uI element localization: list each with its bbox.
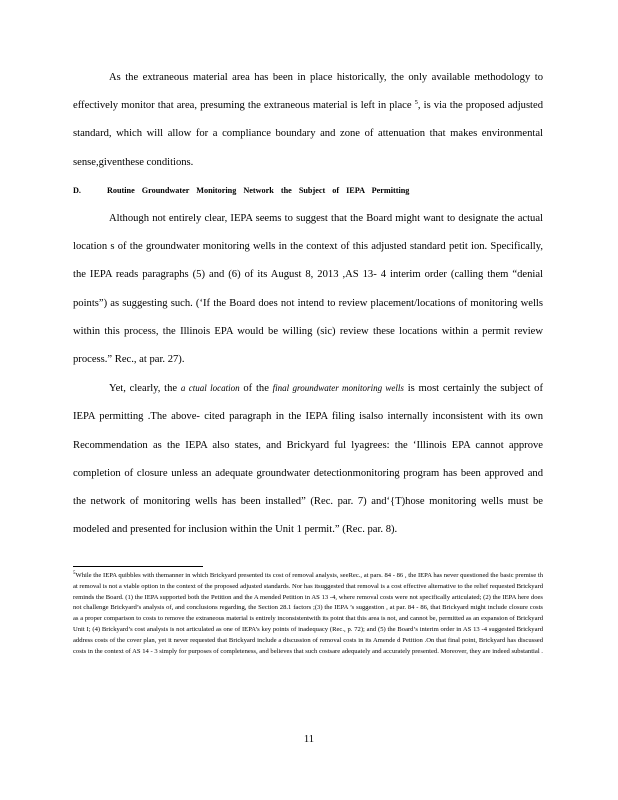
paragraph-3-text-2: of the (243, 383, 269, 395)
paragraph-1 (73, 64, 543, 177)
emphasis-final-wells: final groundwater monitoring wells (272, 383, 404, 394)
section-heading (73, 177, 543, 205)
page-number: 11 (303, 734, 315, 745)
footnote-reference: 5 (414, 99, 418, 107)
paragraph-3-text: Yet, clearly, the (109, 383, 178, 395)
footnote (73, 571, 543, 657)
footnote-divider (73, 566, 203, 567)
paragraph-1-text: As the extraneous material area has been in place historically, the only available methodology to effectively monitor that area, presuming the extraneous material is left in place (73, 72, 543, 112)
section-title: Routine Groundwater Monitoring Network the Subject of IEPA Permitting (106, 185, 410, 195)
body-text (73, 64, 543, 544)
paragraph-1-continuation: , is via the proposed adjusted standard, which will allow for a compliance boundary and zone of attenuation that makes environmental sense,giventhese conditions. (73, 100, 544, 168)
paragraph-3-text-3: is most certainly the subject of IEPA permitting .The above- cited paragraph in the IEPA filing isalso internally inconsistent with its own Recommendation as the IEPA also states, and Brickyard ful lyagrees: the ‘Illinois EPA cannot approve completion of closure unless an adequate groundwater detectionmonitoring program has been approved and the network of monitoring wells has been installed” (Rec. par. 7) and‘{T)hose monitoring wells must be modeled and presented for inclusion within the Unit 1 permit.” (Rec. par. 8). (73, 383, 543, 536)
paragraph-3 (73, 374, 543, 544)
section-letter: D. (73, 185, 81, 195)
footnote-text: While the IEPA quibbles with themanner in which Brickyard presented its cost of removal analysis, seeRec., at pars. 84 - 86 , the IEPA has never questioned the basic premise th at removal is not a viable option in the context of the proposed adjusted standards. Nor has itsuggested that removal is a cost effective alternative to the relief requested Brickyard reminds the Board. (1) the IEPA supported both the Petition and the A mended Petition in AS 13 -4, where removal costs were not specifically articulated; (2) the IEPA here does not challenge Brickyard’s analysis of, and conclusions regarding, the Section 28.1 factors ;(3) the IEPA ’s suggestion , at par. 84 - 86, that Brickyard might include closure costs as a proper comparison to costs to remove the extraneous material is entirely inconsistentwith its point that this area is not, and cannot be, permitted as an expansion of Brickyard Unit I; (4) Brickyard’s cost analysis is not articulated as one of IEPA’s key points of inadequacy (Rec., p. 72); and (5) the Board’s interim order in AS 13 -4 suggested Brickyard address costs of the cover plan, yet it never requested that Brickyard include a discussion of removal costs in its Amende d Petition .On that final point, Brickyard has discussed costs in the context of AS 14 - 3 simply for purposes of completeness, and believes that such costsare adequately and accurately presented. Moreover, they are indeed substantial . (73, 572, 543, 655)
footnote-number: 5 (73, 571, 76, 576)
paragraph-2: Although not entirely clear, IEPA seems to suggest that the Board might want to designate the actual location s of the groundwater monitoring wells in the context of this adjusted standard petit ion. Specifically, the IEPA reads paragraphs (5) and (6) of its August 8, 2013 ,AS 13- 4 interim order (calling them “denial points”) as suggesting such. (‘If the Board does not intend to review placement/locations of monitoring wells within this process, the Illinois EPA would be willing (sic) review these locations within a permit review process.” Rec., at par. 27). (73, 213, 543, 366)
emphasis-actual-location: a ctual location (180, 383, 240, 394)
